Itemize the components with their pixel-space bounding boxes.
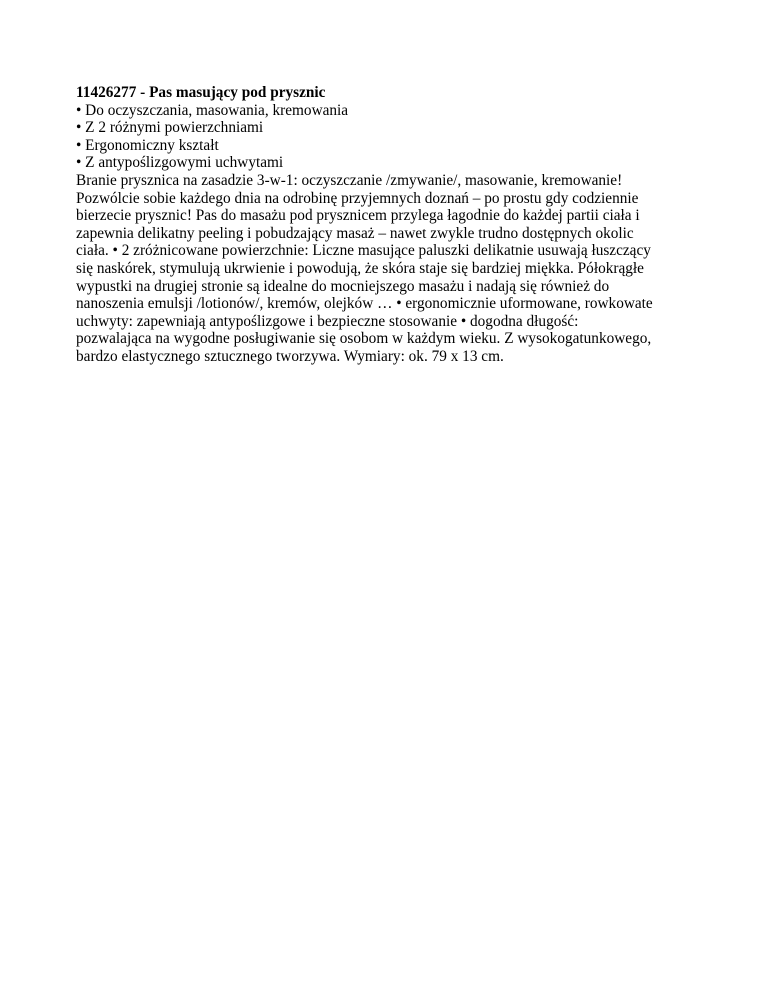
bullet-item: • Do oczyszczania, masowania, kremowania [76,101,349,119]
description-line: się naskórek, stymulują ukrwienie i powodują, że skóra staje się bardziej miękka. Półokrągłe [76,259,644,277]
description-line: Branie prysznica na zasadzie 3-w-1: oczyszczanie /zmywanie/, masowanie, kremowanie! [76,171,623,189]
description-line: uchwyty: zapewniają antypoślizgowe i bezpieczne stosowanie • dogodna długość: [76,312,579,330]
document-body [76,84,696,366]
description-line: Pozwólcie sobie każdego dnia na odrobinę przyjemnych doznań – po prostu gdy codziennie [76,189,639,207]
description-line: wypustki na drugiej stronie są idealne do mocniejszego masażu i nadają się również do [76,277,610,295]
bullet-item: • Z 2 różnymi powierzchniami [76,119,264,137]
description-line: ciała. • 2 zróżnicowane powierzchnie: Liczne masujące paluszki delikatnie usuwają łuszczący [76,242,651,260]
bullet-item: • Ergonomiczny kształt [76,136,219,154]
document-title: 11426277 - Pas masujący pod prysznic [76,84,326,101]
description-line: bierzecie prysznic! Pas do masażu pod prysznicem przylega łagodnie do każdej partii ciała i [76,207,640,225]
description-line: nanoszenia emulsji /lotionów/, kremów, olejków … • ergonomicznie uformowane, rowkowate [76,295,653,313]
description-line: zapewnia delikatny peeling i pobudzający masaż – nawet zwykle trudno dostępnych okolic [76,224,634,242]
description-line: bardzo elastycznego sztucznego tworzywa. Wymiary: ok. 79 x 13 cm. [76,347,504,365]
description-line: pozwalająca na wygodne posługiwanie się osobom w każdym wieku. Z wysokogatunkowego, [76,330,652,348]
bullet-item: • Z antypoślizgowymi uchwytami [76,154,284,172]
